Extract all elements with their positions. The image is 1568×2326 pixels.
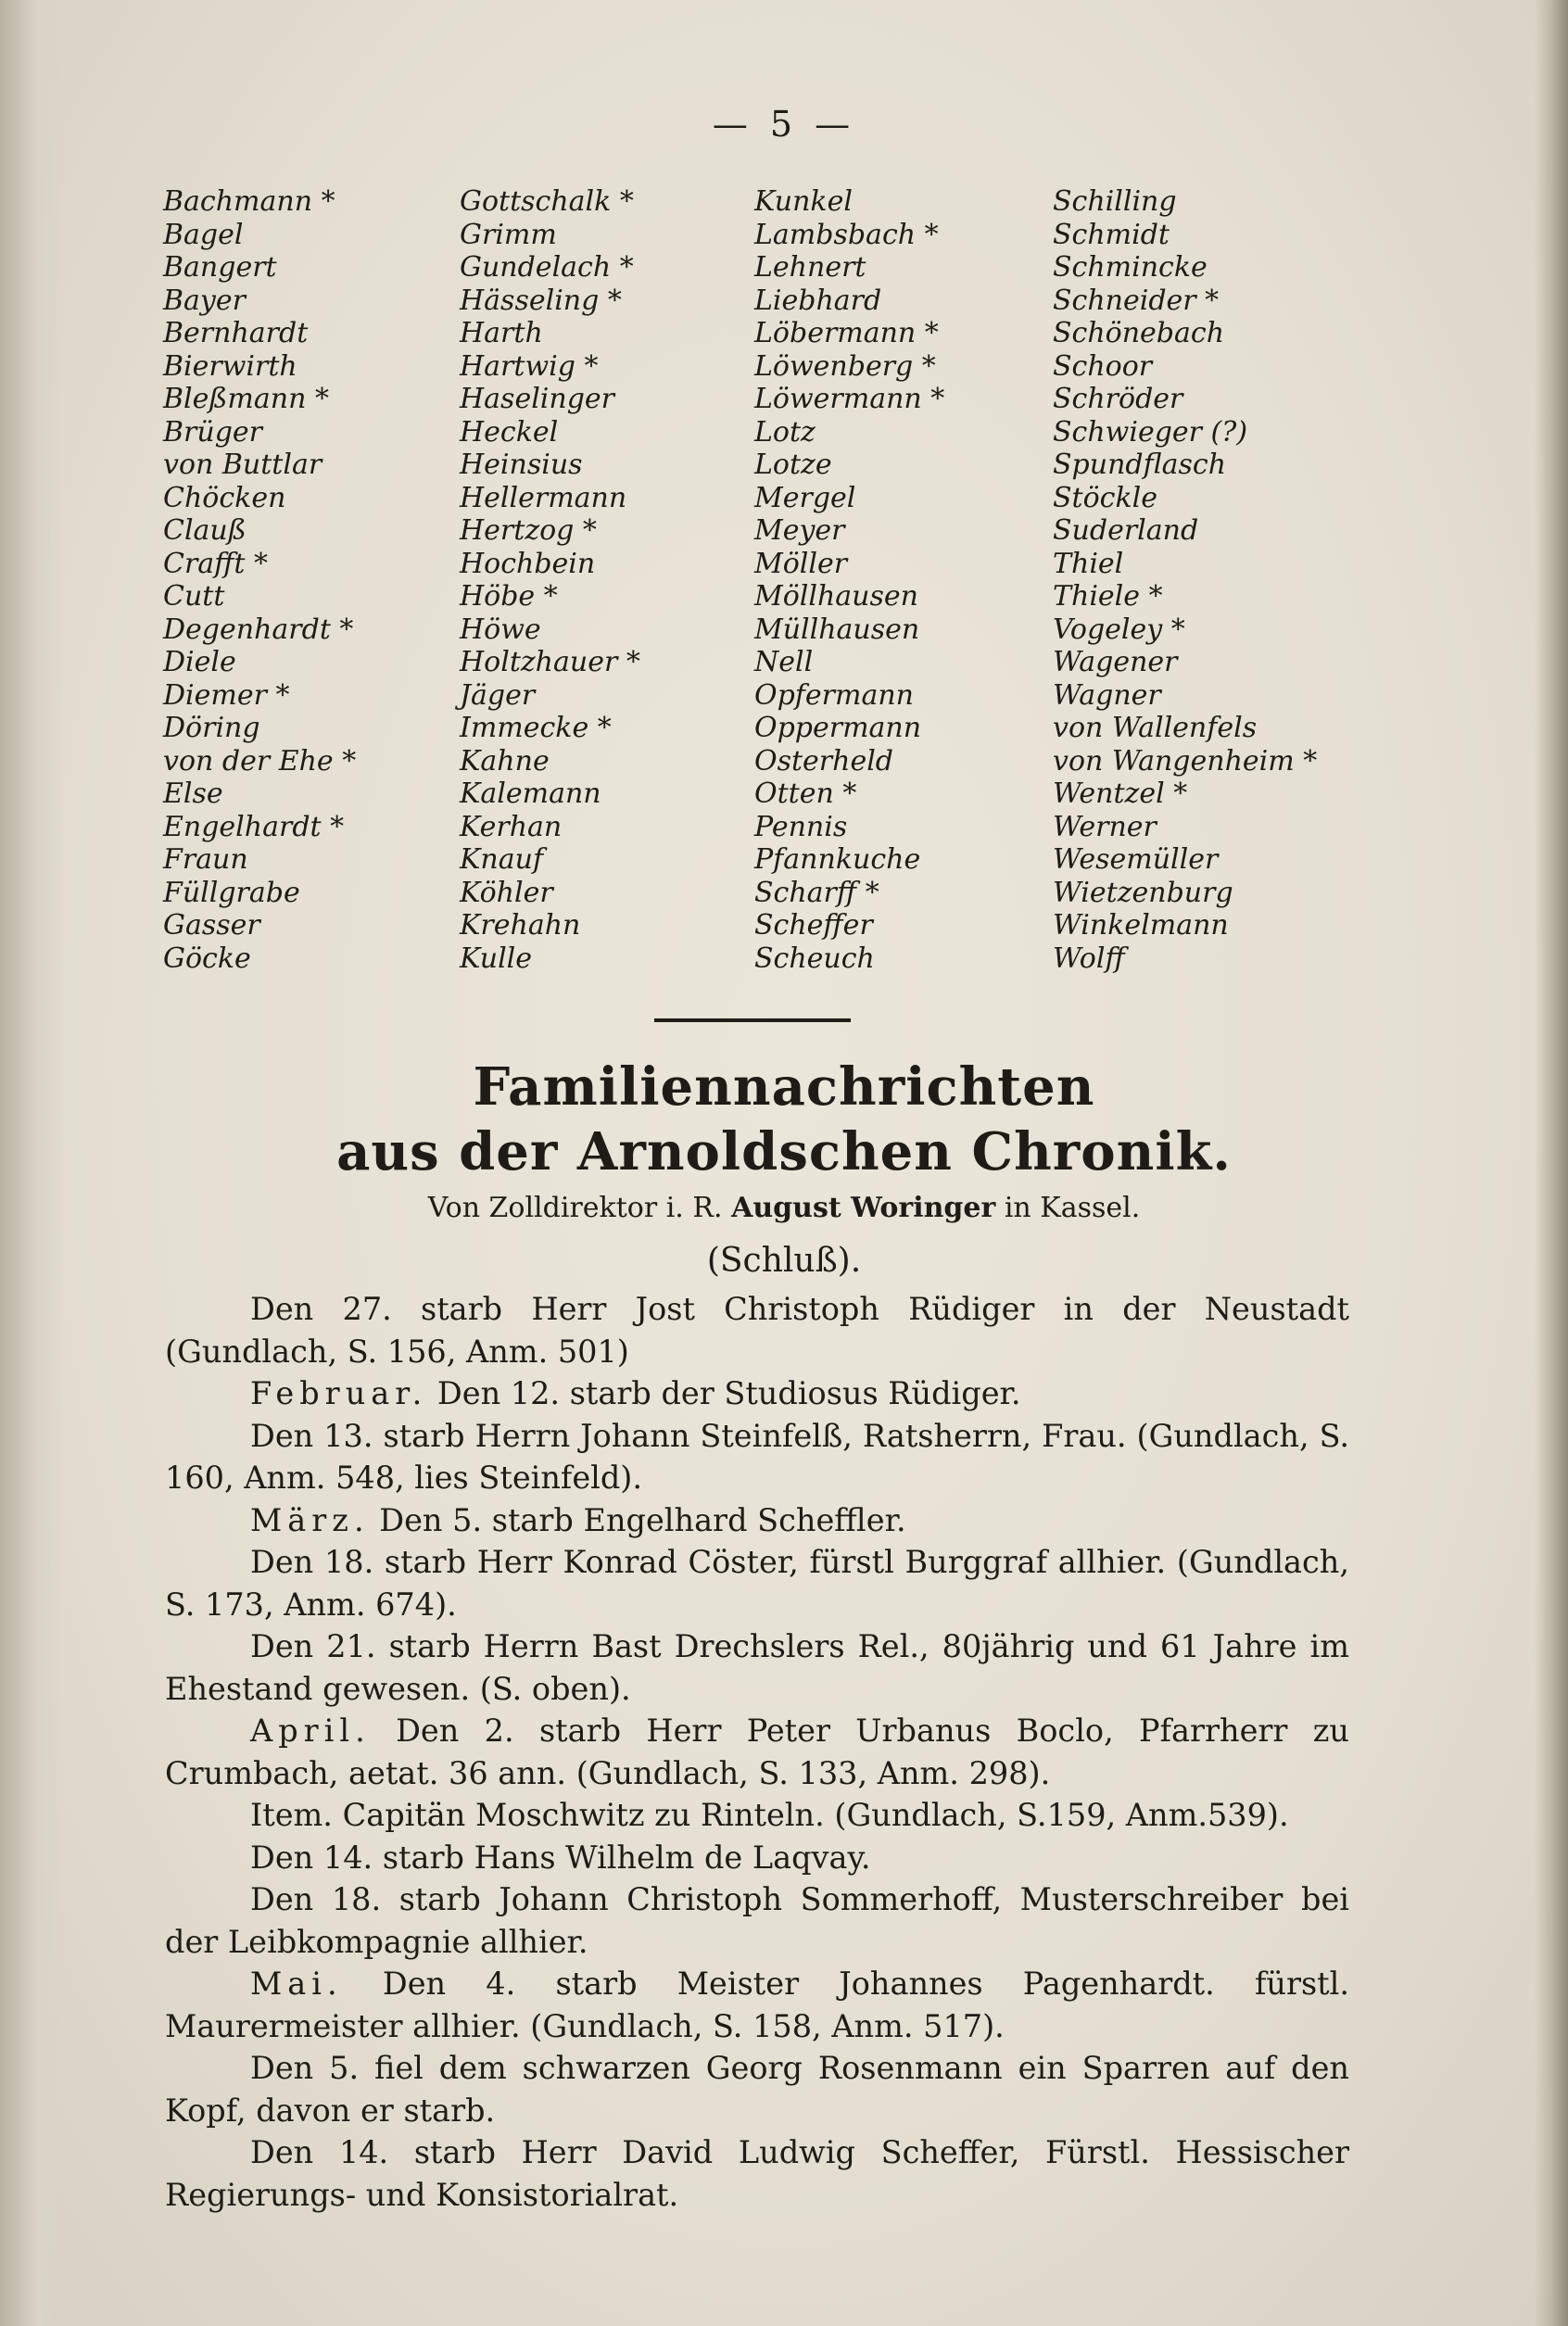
surname-entry: Grimm bbox=[460, 218, 557, 251]
surname-entry: Immecke * bbox=[460, 712, 612, 744]
paragraph-text: Den 14. starb Herr David Ludwig Scheffer, Fürstl. Hessischer Regierungs- und Konsistorialrat. bbox=[165, 2134, 1349, 2213]
article-paragraph bbox=[165, 1499, 1349, 1542]
surname-entry: Bernhardt bbox=[163, 317, 309, 349]
section-divider bbox=[654, 1018, 851, 1022]
page-number: — 5 — bbox=[712, 104, 856, 145]
surname-entry: Schoor bbox=[1053, 349, 1153, 383]
surname-entry: Werner bbox=[1053, 810, 1157, 843]
surname-column-4 bbox=[1053, 185, 1349, 975]
surname-entry: Else bbox=[163, 777, 223, 810]
surname-entry: Kerhan bbox=[460, 810, 563, 843]
surname-entry: Höwe bbox=[460, 613, 541, 646]
surname-entry: Crafft * bbox=[163, 547, 269, 580]
surname-column-1 bbox=[163, 185, 460, 975]
surname-entry: Pfannkuche bbox=[754, 843, 921, 876]
surname-entry: Degenhardt * bbox=[163, 613, 354, 646]
surname-entry: Fraun bbox=[163, 843, 248, 876]
surname-entry: Vogeley * bbox=[1053, 613, 1185, 646]
article-paragraph bbox=[165, 1963, 1349, 2047]
article-paragraph bbox=[165, 1288, 1349, 1372]
surname-entry: Bayer bbox=[163, 284, 246, 317]
surname-column-3 bbox=[754, 185, 1053, 975]
surname-entry: Gundelach * bbox=[460, 251, 634, 284]
paragraph-text: Den 5. fiel dem schwarzen Georg Rosenmann ein Sparren auf den Kopf, davon er starb. bbox=[165, 2050, 1349, 2129]
article-paragraph bbox=[165, 1878, 1349, 1963]
surname-entry: Möller bbox=[754, 547, 848, 580]
surname-entry: Kahne bbox=[460, 744, 550, 777]
article-paragraph bbox=[165, 1625, 1349, 1710]
surname-entry: Spundflasch bbox=[1053, 449, 1227, 481]
surname-entry: Knauf bbox=[460, 843, 544, 876]
surname-entry: Müllhausen bbox=[754, 613, 920, 646]
surname-entry: Opfermann bbox=[754, 678, 914, 712]
surname-entry: Schneider * bbox=[1053, 284, 1220, 317]
surname-entry: Meyer bbox=[754, 514, 845, 547]
article-paragraph bbox=[165, 1415, 1349, 1499]
surname-entry: Bleßmann * bbox=[163, 383, 329, 415]
surname-entry: Heckel bbox=[460, 415, 559, 449]
surname-entry: von der Ehe * bbox=[163, 744, 357, 777]
surname-column-2 bbox=[460, 185, 754, 975]
surname-entry: Wagener bbox=[1053, 646, 1178, 678]
article-paragraph bbox=[165, 1837, 1349, 1879]
article-paragraph bbox=[165, 1541, 1349, 1625]
surname-entry: Thiel bbox=[1053, 547, 1124, 580]
surname-entry: Stöckle bbox=[1053, 481, 1157, 514]
surname-entry: Füllgrabe bbox=[163, 876, 300, 909]
month-heading: Februar. bbox=[250, 1375, 428, 1411]
surname-entry: Schilling bbox=[1053, 185, 1177, 218]
surname-entry: Wietzenburg bbox=[1053, 876, 1233, 909]
surname-entry: Bachmann * bbox=[163, 185, 335, 218]
byline-author: August Woringer bbox=[731, 1192, 996, 1224]
paragraph-text: Den 5. starb Engelhard Scheffler. bbox=[369, 1501, 906, 1538]
surname-entry: Lehnert bbox=[754, 251, 866, 284]
surname-entry: Otten * bbox=[754, 777, 857, 810]
surname-entry: Löbermann * bbox=[754, 317, 939, 349]
surname-entry: Hochbein bbox=[460, 547, 596, 580]
surname-entry: Lambsbach * bbox=[754, 218, 939, 251]
surname-entry: Kalemann bbox=[460, 777, 601, 810]
surname-entry: Wesemüller bbox=[1053, 843, 1219, 876]
surname-entry: Scharff * bbox=[754, 876, 879, 909]
surname-entry: Diele bbox=[163, 646, 236, 678]
paragraph-text: Den 14. starb Hans Wilhelm de Laqvay. bbox=[250, 1839, 871, 1876]
surname-entry: Bierwirth bbox=[163, 349, 297, 383]
surname-entry: Löwermann * bbox=[754, 383, 945, 415]
surname-entry: Scheffer bbox=[754, 909, 873, 942]
surname-entry: Schmidt bbox=[1053, 218, 1170, 251]
surname-entry: von Wallenfels bbox=[1053, 712, 1258, 744]
paragraph-text: Den 21. starb Herrn Bast Drechslers Rel., 80jährig und 61 Jahre im Ehestand gewesen. (S. oben). bbox=[165, 1628, 1349, 1707]
surname-entry: von Wangenheim * bbox=[1053, 744, 1318, 777]
surname-entry: Döring bbox=[163, 712, 260, 744]
surname-entry: Schwieger (?) bbox=[1053, 415, 1248, 449]
surname-entry: Wolff bbox=[1053, 942, 1125, 975]
surname-entry: Lotz bbox=[754, 415, 816, 449]
surname-entry: Jäger bbox=[460, 678, 536, 712]
surname-entry: Schröder bbox=[1053, 383, 1183, 415]
surname-entry: Hertzog * bbox=[460, 514, 597, 547]
paragraph-text: Den 27. starb Herr Jost Christoph Rüdiger in der Neustadt (Gundlach, S. 156, Anm. 501) bbox=[165, 1291, 1349, 1370]
article-paragraph bbox=[165, 1372, 1349, 1415]
surname-entry: Holtzhauer * bbox=[460, 646, 640, 678]
paragraph-text: Den 2. starb Herr Peter Urbanus Boclo, Pfarrherr zu Crumbach, aetat. 36 ann. (Gundlach, S. 133, Anm. 298). bbox=[165, 1713, 1349, 1791]
paragraph-text: Den 12. starb der Studiosus Rüdiger. bbox=[427, 1375, 1021, 1411]
surname-entry: von Buttlar bbox=[163, 449, 322, 481]
article-paragraph bbox=[165, 2131, 1349, 2216]
surname-entry: Winkelmann bbox=[1053, 909, 1229, 942]
surname-entry: Brüger bbox=[163, 415, 263, 449]
surname-entry: Hellermann bbox=[460, 481, 627, 514]
surname-entry: Nell bbox=[754, 646, 814, 678]
surname-entry: Scheuch bbox=[754, 942, 875, 975]
surname-entry: Köhler bbox=[460, 876, 553, 909]
surname-entry: Gottschalk * bbox=[460, 185, 634, 218]
surname-entry: Möllhausen bbox=[754, 580, 918, 613]
month-heading: März. bbox=[250, 1501, 370, 1538]
article-body bbox=[165, 1288, 1349, 2216]
article-title-line-2: aus der Arnoldschen Chronik. bbox=[336, 1121, 1232, 1182]
article-byline bbox=[0, 1192, 1568, 1224]
article-paragraph bbox=[165, 2047, 1349, 2131]
byline-prefix: Von Zolldirektor i. R. bbox=[427, 1192, 723, 1224]
paragraph-text: Item. Capitän Moschwitz zu Rinteln. (Gundlach, S.159, Anm.539). bbox=[250, 1797, 1289, 1833]
paragraph-text: Den 18. starb Herr Konrad Cöster, fürstl Burggraf allhier. (Gundlach, S. 173, Anm. 674). bbox=[165, 1544, 1349, 1623]
month-heading: Mai. bbox=[250, 1966, 343, 2002]
surname-entry: Gasser bbox=[163, 909, 260, 942]
surname-entry: Clauß bbox=[163, 514, 247, 547]
surname-entry: Engelhardt * bbox=[163, 810, 345, 843]
surname-entry: Bangert bbox=[163, 251, 277, 284]
surname-entry: Diemer * bbox=[163, 678, 290, 712]
surname-entry: Schönebach bbox=[1053, 317, 1225, 349]
surname-entry: Kulle bbox=[460, 942, 533, 975]
surname-entry: Thiele * bbox=[1053, 580, 1163, 613]
surname-entry: Kunkel bbox=[754, 185, 853, 218]
surname-entry: Mergel bbox=[754, 481, 856, 514]
article-paragraph bbox=[165, 1710, 1349, 1794]
paragraph-text: Den 18. starb Johann Christoph Sommerhoff, Musterschreiber bei der Leibkompagnie allhier. bbox=[165, 1881, 1349, 1960]
surname-entry: Osterheld bbox=[754, 744, 894, 777]
article-conclusion-note: (Schluß). bbox=[706, 1242, 862, 1280]
surname-entry: Heinsius bbox=[460, 449, 583, 481]
surname-entry: Lotze bbox=[754, 449, 832, 481]
surname-entry: Göcke bbox=[163, 942, 251, 975]
paragraph-text: Den 13. starb Herrn Johann Steinfelß, Ratsherrn, Frau. (Gundlach, S. 160, Anm. 548, lies Steinfeld). bbox=[165, 1417, 1349, 1496]
surname-entry: Wentzel * bbox=[1053, 777, 1188, 810]
month-heading: April. bbox=[250, 1713, 371, 1749]
surname-entry: Krehahn bbox=[460, 909, 581, 942]
surname-list bbox=[163, 185, 1349, 975]
surname-entry: Pennis bbox=[754, 810, 848, 843]
surname-entry: Liebhard bbox=[754, 284, 882, 317]
article-paragraph bbox=[165, 1794, 1349, 1837]
surname-entry: Haselinger bbox=[460, 383, 615, 415]
surname-entry: Harth bbox=[460, 317, 543, 349]
surname-entry: Bagel bbox=[163, 218, 244, 251]
byline-suffix: in Kassel. bbox=[1004, 1192, 1141, 1224]
paragraph-text: Den 4. starb Meister Johannes Pagenhardt. fürstl. Maurermeister allhier. (Gundlach, S. 158, Anm. 517). bbox=[165, 1966, 1349, 2044]
surname-entry: Suderland bbox=[1053, 514, 1199, 547]
surname-entry: Löwenberg * bbox=[754, 349, 936, 383]
surname-entry: Chöcken bbox=[163, 481, 286, 514]
surname-entry: Hässeling * bbox=[460, 284, 622, 317]
article-title-line-1: Familiennachrichten bbox=[473, 1056, 1095, 1118]
surname-entry: Höbe * bbox=[460, 580, 558, 613]
surname-entry: Hartwig * bbox=[460, 349, 599, 383]
surname-entry: Schmincke bbox=[1053, 251, 1208, 284]
surname-entry: Wagner bbox=[1053, 678, 1161, 712]
surname-entry: Cutt bbox=[163, 580, 225, 613]
surname-entry: Oppermann bbox=[754, 712, 922, 744]
